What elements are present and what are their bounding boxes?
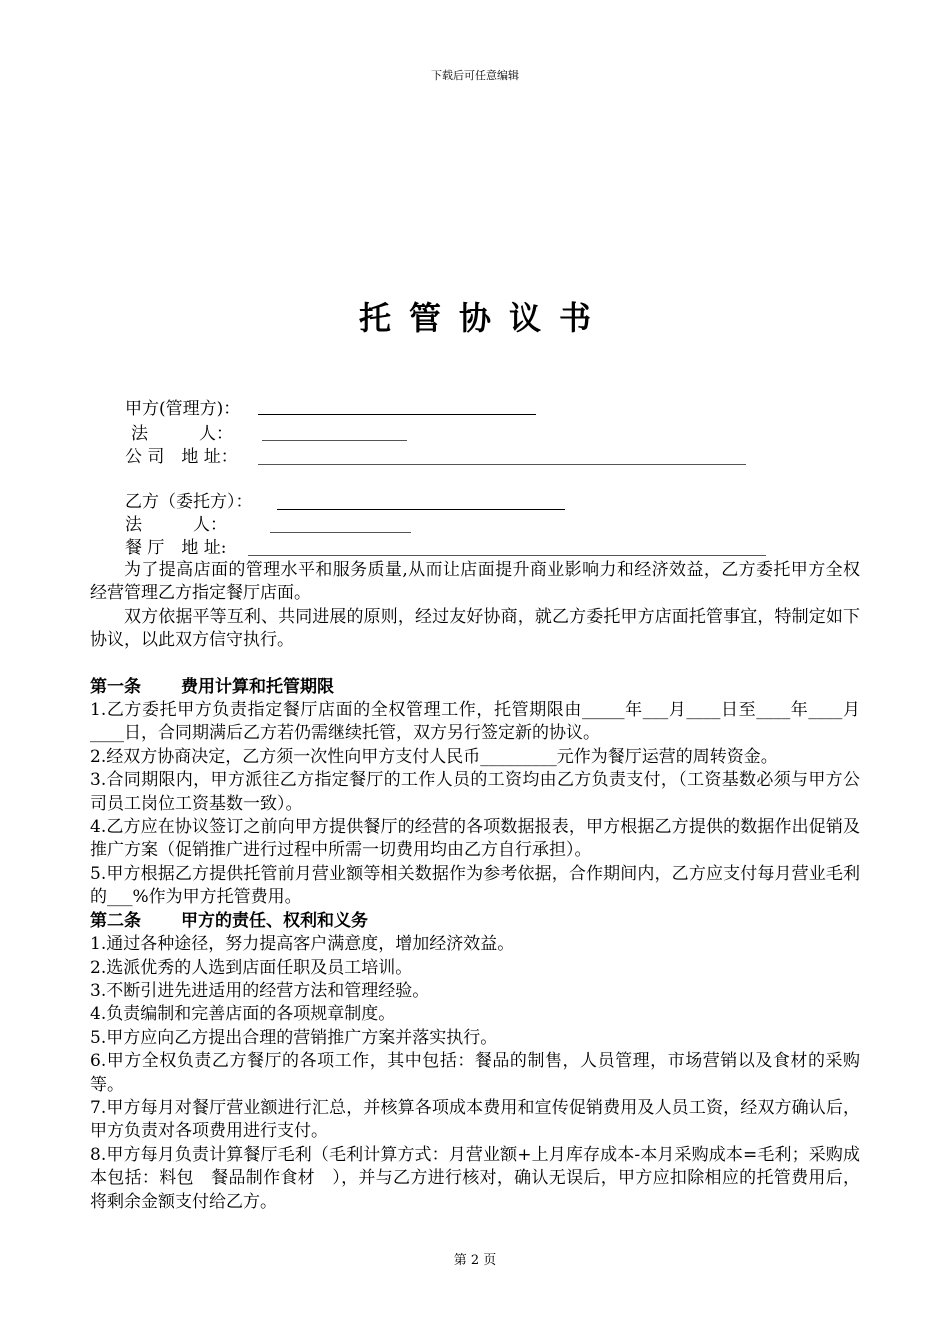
article-2-item: 5.甲方应向乙方提出合理的营销推广方案并落实执行。 [90,1027,498,1048]
party-b-legal-label: 法 人： [125,515,227,535]
article-2-item: 2.选派优秀的人选到店面任职及员工培训。 [90,957,413,978]
article-2-item: 6.甲方全权负责乙方餐厅的各项工作，其中包括：餐品的制售，人员管理，市场营销以及食材的采购等。 [90,1051,860,1095]
article-1-item: 1.乙方委托甲方负责指定餐厅店面的全权管理工作，托管期限由_____年___月____日至____年____月____日，合同期满后乙方若仍需继续托管，双方另行签定新的协议。 [90,700,860,744]
intro-paragraph: 为了提高店面的管理水平和服务质量,从而让店面提升商业影响力和经济效益，乙方委托甲方全权经营管理乙方指定餐厅店面。 [90,560,860,604]
party-b-address-blank-line [248,555,766,556]
article-1-heading [90,676,860,699]
article-2-number: 第二条 [90,910,141,931]
article-1-title: 费用计算和托管期限 [181,676,334,697]
party-a-legal-label: 法 人： [131,424,233,444]
party-a-address-blank-line [258,464,746,465]
article-2-title: 甲方的责任、权利和义务 [181,910,368,931]
party-b-address-label: 餐 厅 地 址: [125,538,227,558]
article-2-item: 4.负责编制和完善店面的各项规章制度。 [90,1004,396,1025]
page-number: 第 2 页 [453,1253,497,1268]
party-a-label: 甲方(管理方)： [125,399,241,419]
party-b-blank-line [277,509,565,510]
article-1-item: 3.合同期限内，甲方派往乙方指定餐厅的工作人员的工资均由乙方负责支付，（工资基数必须与甲方公司员工岗位工资基数一致）。 [90,770,860,814]
party-a-legal-blank-line [262,440,407,441]
article-2-item: 8.甲方每月负责计算餐厅毛利（毛利计算方式：月营业额+上月库存成本-本月采购成本=毛利；采购成本包括：料包 餐品制作食材 ），并与乙方进行核对，确认无误后，甲方应扣除相应的托管费用后，将剩余金额支付给乙方。 [90,1144,860,1212]
intro-paragraph: 双方依据平等互利、共同进展的原则，经过友好协商，就乙方委托甲方店面托管事宜，特制定如下协议，以此双方信守执行。 [90,606,860,651]
party-b-legal-blank-line [270,532,411,533]
party-a-address-label: 公 司 地 址： [125,447,238,467]
article-2-item: 3.不断引进先进适用的经营方法和管理经验。 [90,980,430,1001]
party-a-blank-line [258,414,536,415]
agreement-body [90,559,860,1214]
party-b-label: 乙方（委托方）： [125,492,253,512]
article-2-item: 1.通过各种途径，努力提高客户满意度，增加经济效益。 [90,934,515,955]
article-1-number: 第一条 [90,676,141,697]
header-note: 下载后可任意编辑 [431,69,519,82]
article-1-item: 4.乙方应在协议签订之前向甲方提供餐厅的经营的各项数据报表，甲方根据乙方提供的数据作出促销及推广方案（促销推广进行过程中所需一切费用均由乙方自行承担）。 [90,817,860,861]
document-title: 托管协议书 [358,299,609,337]
article-1-item: 2.经双方协商决定，乙方须一次性向甲方支付人民币_________元作为餐厅运营的周转资金。 [90,746,778,767]
article-1-item: 5.甲方根据乙方提供托管前月营业额等相关数据作为参考依据，合作期间内，乙方应支付每月营业毛利的___%作为甲方托管费用。 [90,863,860,908]
article-2-item: 7.甲方每月对餐厅营业额进行汇总，并核算各项成本费用和宣传促销费用及人员工资，经双方确认后，甲方负责对各项费用进行支付。 [90,1097,860,1142]
article-2-heading [90,910,860,933]
